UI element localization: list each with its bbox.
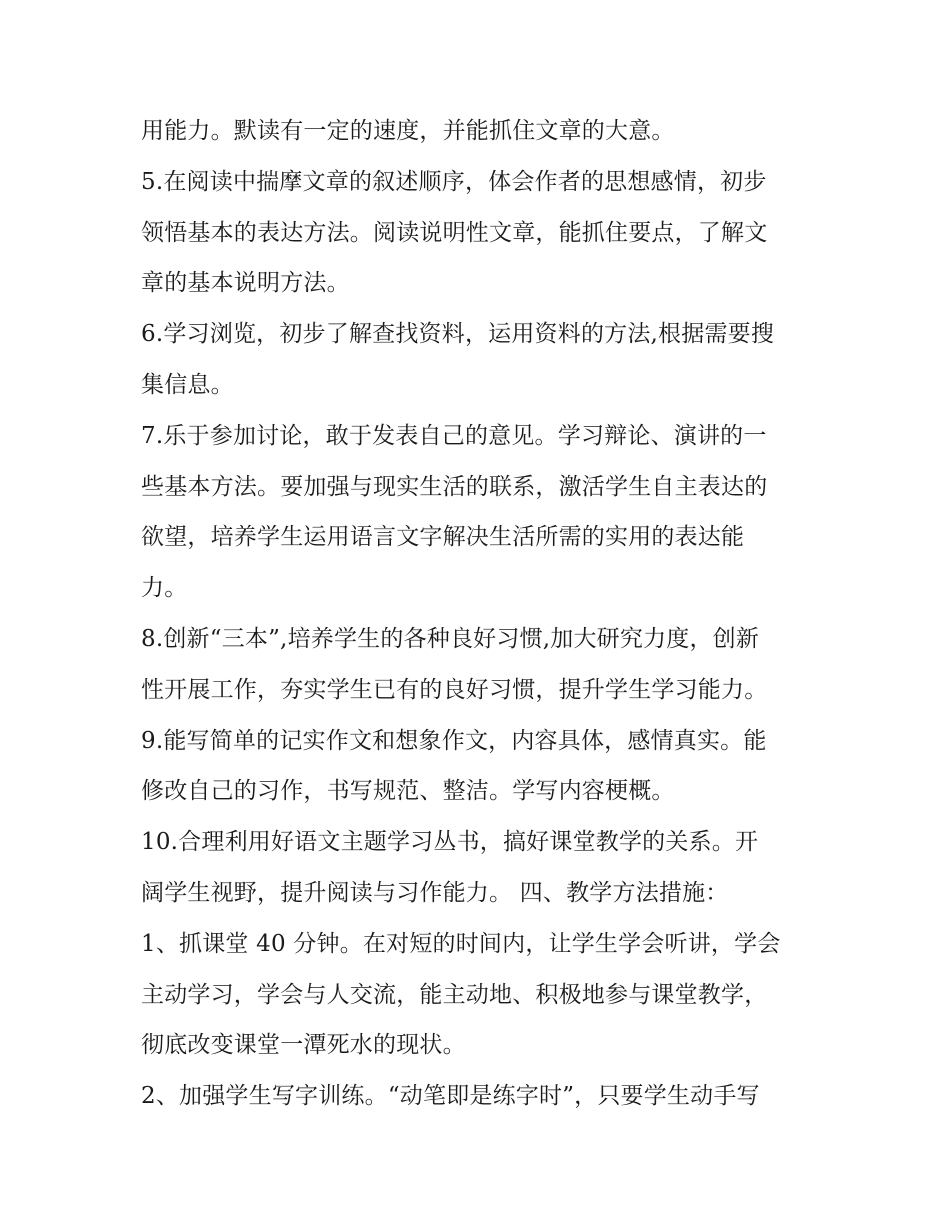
text-line: 些基本方法。要加强与现实生活的联系，激活学生自主表达的 — [141, 473, 768, 500]
text-line: 10.合理利用好语文主题学习丛书，搞好课堂教学的关系。开 — [141, 829, 759, 856]
text-line: 2、加强学生写字训练。“动笔即是练字时”，只要学生动手写 — [141, 1083, 760, 1110]
text-line: 修改自己的习作，书写规范、整洁。学写内容梗概。 — [141, 778, 675, 805]
text-line: 性开展工作，夯实学生已有的良好习惯，提升学生学习能力。 — [141, 676, 768, 703]
text-line: 领悟基本的表达方法。阅读说明性文章，能抓住要点，了解文 — [141, 219, 768, 246]
text-line: 6.学习浏览，初步了解查找资料，运用资料的方法,根据需要搜 — [141, 321, 775, 348]
text-line: 8.创新“三本”,培养学生的各种良好习惯,加大研究力度，创新 — [141, 625, 760, 652]
text-line: 集信息。 — [141, 371, 234, 398]
text-line: 用能力。默读有一定的速度，并能抓住文章的大意。 — [141, 118, 675, 144]
text-line: 5.在阅读中揣摩文章的叙述顺序，体会作者的思想感情，初步 — [141, 168, 767, 195]
text-line: 主动学习，学会与人交流，能主动地、积极地参与课堂教学， — [141, 981, 768, 1008]
document-body — [141, 106, 821, 1122]
text-line: 力。 — [141, 575, 188, 602]
text-line: 9.能写简单的记实作文和想象作文，内容具体，感情真实。能 — [141, 727, 767, 754]
text-line: 彻底改变课堂一潭死水的现状。 — [141, 1032, 466, 1059]
text-line: 7.乐于参加讨论，敢于发表自己的意见。学习辩论、演讲的一 — [141, 422, 767, 449]
text-line: 欲望，培养学生运用语言文字解决生活所需的实用的表达能 — [141, 524, 745, 551]
text-line: 1、抓课堂 40 分钟。在对短的时间内，让学生学会听讲，学会 — [141, 930, 781, 957]
text-line: 章的基本说明方法。 — [141, 270, 350, 297]
text-line: 阔学生视野，提升阅读与习作能力。 四、教学方法措施： — [141, 879, 729, 906]
